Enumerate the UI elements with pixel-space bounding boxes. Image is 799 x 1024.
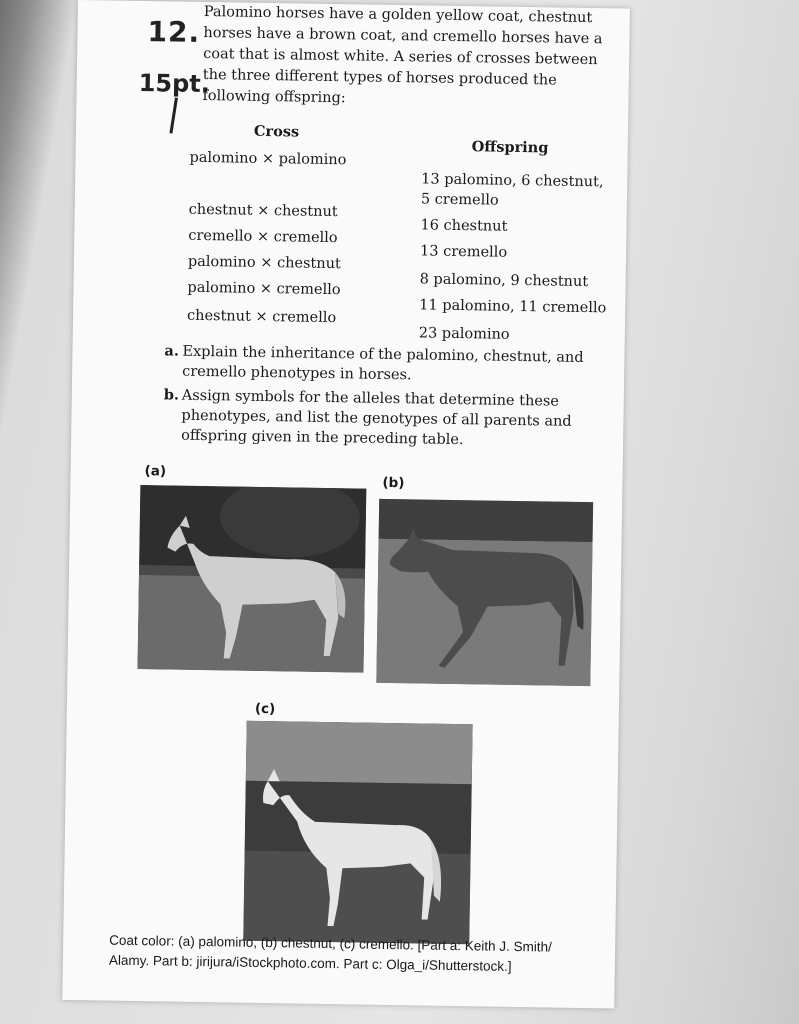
handwritten-question-number: 12. — [147, 15, 201, 49]
table-row-offspring: 16 chestnut — [420, 217, 508, 235]
question-b — [163, 385, 604, 452]
question-a-text: Explain the inheritance of the palomino, chestnut, and cremello phenotypes in horses. — [182, 343, 584, 384]
table-row-offspring: 23 palomino — [418, 325, 510, 343]
table-row-cross: palomino × chestnut — [187, 253, 341, 273]
cremello-photo — [243, 721, 472, 945]
textbook-page — [62, 0, 630, 1009]
figure-label-c: (c) — [254, 700, 276, 718]
problem-statement: Palomino horses have a golden yellow coat, chestnut horses have a brown coat, and cremello horses have a coat that is almost white. A series of crosses between the three different types of horses produced the following offspring: — [202, 3, 603, 107]
figure-label-a: (a) — [144, 463, 167, 480]
table-row-cross: cremello × cremello — [188, 227, 338, 247]
chestnut-photo — [376, 499, 593, 686]
table-row-offspring: 8 palomino, 9 chestnut — [419, 271, 589, 291]
figure-caption — [109, 931, 610, 979]
table-header-cross: Cross — [253, 122, 300, 141]
cremello-horse-image — [243, 721, 472, 945]
table-row-offspring-cont: 5 cremello — [420, 191, 499, 209]
handwritten-points: 15pt. — [138, 68, 211, 99]
figure-label-b: (b) — [382, 474, 405, 492]
table-row-offspring: 13 cremello — [419, 243, 508, 261]
question-b-label: b. — [163, 386, 180, 404]
table-row-cross: chestnut × chestnut — [188, 201, 338, 221]
table-header-offspring: Offspring — [471, 138, 549, 157]
palomino-horse-image — [137, 485, 366, 673]
table-row-cross: chestnut × cremello — [186, 307, 337, 327]
palomino-photo — [137, 485, 366, 673]
question-a-label: a. — [164, 342, 180, 360]
table-row-offspring: 13 palomino, 6 chestnut, — [421, 171, 604, 191]
caption-line-2: Alamy. Part b: jirijura/iStockphoto.com. Part c: Olga_i/Shutterstock.] — [108, 952, 512, 974]
pen-stroke — [169, 98, 178, 134]
table-row-cross: palomino × palomino — [189, 149, 347, 169]
caption-line-1: Coat color: (a) palomino, (b) chestnut, (c) cremello. [Part a: Keith J. Smith/ — [109, 932, 552, 955]
table-row-cross: palomino × cremello — [187, 279, 341, 299]
question-list — [163, 341, 605, 456]
table-row-offspring: 11 palomino, 11 cremello — [419, 297, 607, 317]
crosses-table — [186, 122, 610, 343]
question-b-text: Assign symbols for the alleles that determine these phenotypes, and list the genotypes of all parents and offspring given in the preceding table. — [181, 387, 572, 449]
question-a — [164, 341, 605, 388]
chestnut-horse-image — [376, 499, 593, 686]
